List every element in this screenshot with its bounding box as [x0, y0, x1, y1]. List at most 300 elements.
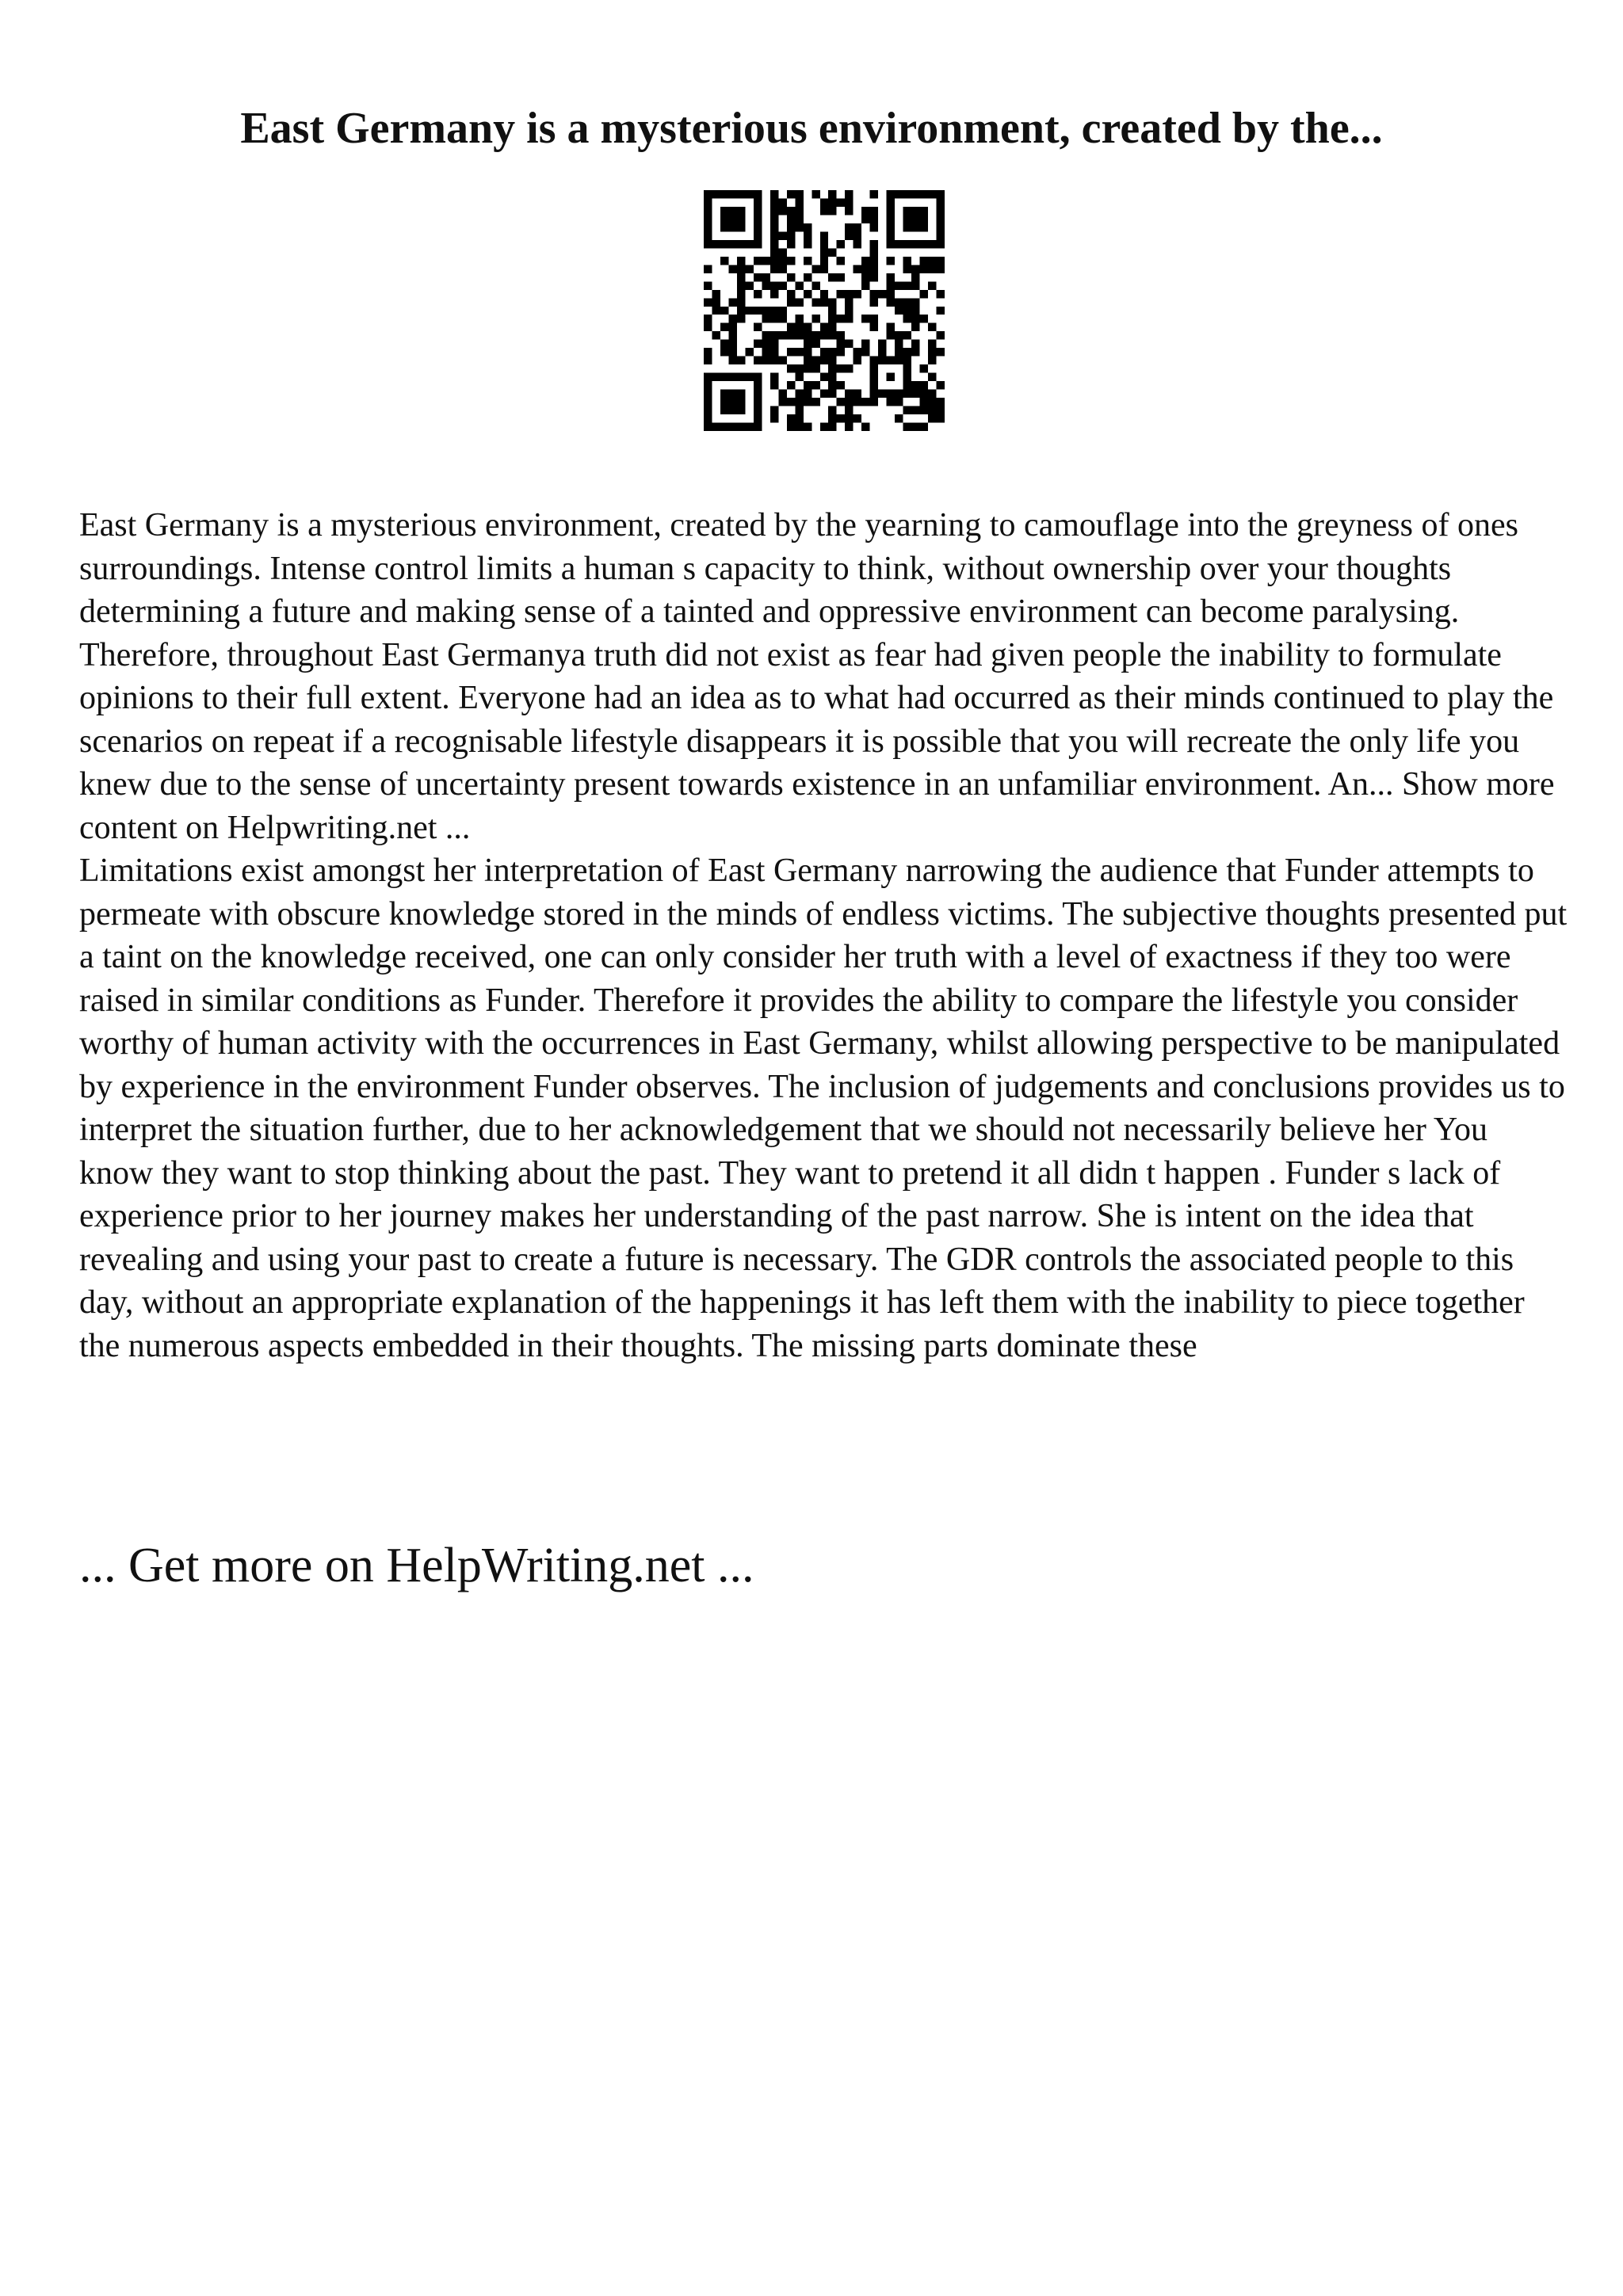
qr-module: [920, 223, 928, 231]
qr-module: [762, 307, 769, 315]
qr-module: [903, 373, 911, 381]
qr-module: [737, 257, 745, 265]
qr-module: [861, 257, 869, 265]
qr-module: [837, 414, 845, 422]
qr-module: [911, 190, 919, 198]
qr-module: [770, 231, 778, 239]
qr-module: [770, 265, 778, 273]
qr-module: [787, 290, 795, 298]
qr-module: [861, 315, 869, 322]
qr-module: [828, 248, 836, 256]
qr-module: [778, 398, 786, 406]
qr-module: [903, 406, 911, 414]
qr-module: [704, 373, 712, 381]
qr-module: [895, 331, 903, 339]
qr-module: [795, 190, 803, 198]
qr-module: [928, 257, 936, 265]
qr-module: [854, 414, 861, 422]
qr-module: [887, 290, 895, 298]
qr-module: [712, 423, 720, 431]
qr-module: [754, 215, 762, 223]
qr-module: [762, 331, 769, 339]
qr-module: [770, 414, 778, 422]
qr-module: [770, 357, 778, 364]
qr-module: [728, 331, 736, 339]
qr-module: [704, 190, 712, 198]
qr-module: [778, 357, 786, 364]
qr-module: [920, 390, 928, 398]
qr-module: [861, 273, 869, 281]
qr-module: [778, 198, 786, 206]
qr-module: [895, 340, 903, 348]
qr-module: [861, 340, 869, 348]
qr-module: [845, 307, 853, 315]
qr-module: [804, 273, 812, 281]
qr-module: [937, 207, 945, 215]
qr-module: [920, 406, 928, 414]
qr-module: [870, 315, 878, 322]
qr-module: [854, 290, 861, 298]
qr-module: [787, 273, 795, 281]
qr-module: [745, 190, 753, 198]
qr-module: [820, 423, 828, 431]
qr-module: [820, 373, 828, 381]
qr-module: [762, 281, 769, 289]
qr-module: [828, 273, 836, 281]
qr-module: [820, 290, 828, 298]
qr-module: [837, 273, 845, 281]
qr-module: [887, 231, 895, 239]
qr-module: [845, 423, 853, 431]
qr-module: [804, 223, 812, 231]
qr-module: [820, 240, 828, 248]
qr-module: [770, 290, 778, 298]
paragraph-2: Limitations exist amongst her interpretation of East Germany narrowing the audience that Funder attempts to permeate with obscure knowledge stored in the minds of endless victims. The subjective thoughts presented put a taint on the knowledge received, one can only consider her truth with a level of exactness if they too were raised in similar conditions as Funder. Therefore it provides the ability to compare the lifestyle you consider worthy of human activity with the occurrences in East Germany, whilst allowing perspective to be manipulated by experience in the environment Funder observes. The inclusion of judgements and conclusions provides us to interpret the situation further, due to her acknowledgement that we should not necessarily believe her You know they want to stop thinking about the past. They want to pretend it all didn t happen . Funder s lack of experience prior to her journey makes her understanding of the past narrow. She is intent on the idea that revealing and using your past to create a future is necessary. The GDR controls the associated people to this day, without an appropriate explanation of the happenings it has left them with the inability to piece together the numerous aspects embedded in their thoughts. The missing parts dominate these: [79, 852, 1568, 1364]
qr-module: [704, 265, 712, 273]
qr-module: [928, 357, 936, 364]
qr-module: [920, 423, 928, 431]
qr-module: [820, 265, 828, 273]
qr-module: [778, 307, 786, 315]
qr-module: [762, 273, 769, 281]
qr-module: [728, 298, 736, 306]
qr-module: [712, 240, 720, 248]
qr-module: [861, 215, 869, 223]
qr-module: [787, 414, 795, 422]
qr-module: [911, 207, 919, 215]
qr-module: [837, 331, 845, 339]
qr-module: [728, 348, 736, 356]
qr-module: [887, 273, 895, 281]
qr-module: [845, 315, 853, 322]
qr-module: [737, 265, 745, 273]
qr-module: [937, 348, 945, 356]
qr-module: [878, 390, 886, 398]
qr-module: [770, 215, 778, 223]
qr-module: [754, 373, 762, 381]
qr-module: [911, 390, 919, 398]
qr-module: [812, 381, 819, 389]
qr-module: [778, 281, 786, 289]
qr-module: [812, 281, 819, 289]
qr-module: [728, 215, 736, 223]
qr-module: [845, 298, 853, 306]
qr-module: [754, 390, 762, 398]
qr-module: [837, 348, 845, 356]
qr-module: [812, 340, 819, 348]
qr-module: [870, 290, 878, 298]
qr-module: [712, 307, 720, 315]
qr-module: [795, 390, 803, 398]
qr-module: [778, 265, 786, 273]
qr-module: [820, 298, 828, 306]
qr-module: [920, 364, 928, 372]
qr-module: [795, 348, 803, 356]
qr-module: [754, 273, 762, 281]
qr-module: [920, 257, 928, 265]
qr-module: [795, 398, 803, 406]
qr-module: [911, 223, 919, 231]
qr-module: [895, 398, 903, 406]
qr-module: [712, 290, 720, 298]
qr-module: [828, 323, 836, 331]
qr-module: [704, 198, 712, 206]
qr-module: [911, 381, 919, 389]
qr-module: [861, 207, 869, 215]
qr-module: [754, 257, 762, 265]
qr-module: [903, 281, 911, 289]
qr-module: [845, 414, 853, 422]
qr-module: [878, 357, 886, 364]
qr-module: [895, 390, 903, 398]
qr-module: [762, 257, 769, 265]
page-title: East Germany is a mysterious environment, created by the...: [240, 104, 1383, 153]
qr-module: [928, 265, 936, 273]
qr-module: [870, 323, 878, 331]
qr-module: [704, 390, 712, 398]
qr-module: [854, 348, 861, 356]
qr-module: [754, 340, 762, 348]
qr-module: [911, 315, 919, 322]
qr-module: [754, 207, 762, 215]
qr-module: [795, 414, 803, 422]
qr-module: [870, 373, 878, 381]
qr-module: [887, 373, 895, 381]
qr-module: [845, 223, 853, 231]
qr-module: [928, 398, 936, 406]
qr-module: [804, 364, 812, 372]
qr-module: [837, 198, 845, 206]
qr-module: [911, 423, 919, 431]
qr-module: [762, 357, 769, 364]
qr-module: [754, 406, 762, 414]
qr-module: [754, 231, 762, 239]
qr-module: [845, 190, 853, 198]
qr-module: [870, 248, 878, 256]
qr-module: [937, 290, 945, 298]
qr-module: [887, 207, 895, 215]
qr-module: [770, 240, 778, 248]
qr-module: [903, 223, 911, 231]
qr-module: [828, 348, 836, 356]
qr-module: [770, 406, 778, 414]
qr-module: [795, 315, 803, 322]
qr-module: [704, 223, 712, 231]
qr-module: [787, 423, 795, 431]
qr-module: [854, 265, 861, 273]
qr-module: [828, 331, 836, 339]
qr-module: [887, 357, 895, 364]
qr-module: [812, 357, 819, 364]
qr-module: [795, 364, 803, 372]
qr-module: [903, 423, 911, 431]
qr-module: [820, 198, 828, 206]
qr-module: [903, 240, 911, 248]
qr-module: [745, 373, 753, 381]
qr-module: [745, 307, 753, 315]
qr-module: [854, 223, 861, 231]
qr-module: [720, 307, 728, 315]
qr-module: [795, 423, 803, 431]
qr-module: [928, 190, 936, 198]
qr-module: [828, 373, 836, 381]
qr-module: [778, 331, 786, 339]
qr-module: [804, 390, 812, 398]
qr-module: [903, 348, 911, 356]
qr-module: [795, 198, 803, 206]
qr-module: [861, 348, 869, 356]
qr-module: [828, 307, 836, 315]
qr-module: [704, 315, 712, 322]
qr-module: [804, 357, 812, 364]
qr-module: [928, 390, 936, 398]
qr-module: [920, 190, 928, 198]
qr-module: [728, 315, 736, 322]
qr-module: [770, 348, 778, 356]
qr-module: [828, 423, 836, 431]
qr-module: [878, 340, 886, 348]
qr-module: [812, 298, 819, 306]
qr-module: [795, 323, 803, 331]
qr-module: [870, 223, 878, 231]
qr-module: [770, 373, 778, 381]
qr-module: [728, 240, 736, 248]
qr-module: [870, 381, 878, 389]
qr-module: [837, 381, 845, 389]
qr-module: [845, 390, 853, 398]
qr-module: [837, 290, 845, 298]
qr-module: [937, 414, 945, 422]
qr-module: [795, 331, 803, 339]
qr-module: [754, 240, 762, 248]
qr-module: [870, 240, 878, 248]
qr-module: [762, 315, 769, 322]
qr-module: [737, 357, 745, 364]
qr-module: [870, 273, 878, 281]
qr-module: [737, 290, 745, 298]
qr-module: [911, 323, 919, 331]
qr-module: [737, 390, 745, 398]
qr-module: [745, 281, 753, 289]
qr-code-image: [704, 190, 945, 431]
qr-module: [745, 265, 753, 273]
qr-module: [737, 373, 745, 381]
qr-module: [937, 257, 945, 265]
qr-module: [828, 207, 836, 215]
qr-module: [911, 298, 919, 306]
qr-module: [854, 231, 861, 239]
article-body: [79, 504, 1569, 1367]
qr-module: [870, 207, 878, 215]
qr-module: [928, 348, 936, 356]
qr-module: [828, 406, 836, 414]
qr-module: [720, 215, 728, 223]
qr-module: [845, 207, 853, 215]
qr-module: [737, 190, 745, 198]
qr-module: [704, 357, 712, 364]
qr-module: [920, 240, 928, 248]
qr-module: [870, 398, 878, 406]
qr-module: [903, 381, 911, 389]
qr-module: [911, 273, 919, 281]
qr-module: [754, 198, 762, 206]
qr-module: [828, 390, 836, 398]
qr-module: [820, 357, 828, 364]
qr-module: [804, 257, 812, 265]
qr-module: [920, 207, 928, 215]
qr-module: [728, 390, 736, 398]
qr-module: [887, 198, 895, 206]
qr-module: [887, 257, 895, 265]
qr-module: [704, 215, 712, 223]
qr-module: [804, 423, 812, 431]
qr-module: [787, 257, 795, 265]
qr-module: [820, 257, 828, 265]
qr-module: [778, 207, 786, 215]
qr-module: [870, 390, 878, 398]
qr-module: [887, 215, 895, 223]
qr-module: [828, 381, 836, 389]
qr-module: [778, 248, 786, 256]
qr-module: [861, 265, 869, 273]
qr-module: [861, 281, 869, 289]
get-more-link[interactable]: ... Get more on HelpWriting.net ...: [79, 1539, 754, 1592]
qr-module: [787, 190, 795, 198]
qr-module: [737, 307, 745, 315]
qr-module: [870, 190, 878, 198]
qr-module: [837, 398, 845, 406]
qr-module: [870, 257, 878, 265]
qr-module: [720, 207, 728, 215]
qr-module: [920, 398, 928, 406]
qr-module: [928, 240, 936, 248]
qr-module: [870, 215, 878, 223]
qr-module: [812, 190, 819, 198]
qr-module: [870, 265, 878, 273]
qr-module: [937, 406, 945, 414]
qr-module: [770, 331, 778, 339]
qr-module: [778, 315, 786, 322]
qr-module: [787, 223, 795, 231]
qr-module: [804, 331, 812, 339]
qr-module: [754, 307, 762, 315]
qr-module: [828, 198, 836, 206]
qr-module: [704, 281, 712, 289]
qr-module: [704, 323, 712, 331]
qr-module: [903, 265, 911, 273]
qr-module: [754, 398, 762, 406]
qr-module: [728, 265, 736, 273]
qr-module: [728, 223, 736, 231]
qr-module: [911, 281, 919, 289]
qr-module: [937, 398, 945, 406]
qr-module: [812, 315, 819, 322]
qr-module: [920, 290, 928, 298]
qr-module: [887, 298, 895, 306]
qr-module: [820, 390, 828, 398]
qr-module: [770, 207, 778, 215]
qr-module: [704, 231, 712, 239]
qr-module: [720, 190, 728, 198]
qr-module: [828, 414, 836, 422]
qr-module: [937, 190, 945, 198]
qr-module: [728, 190, 736, 198]
qr-module: [928, 281, 936, 289]
qr-module: [720, 348, 728, 356]
qr-module: [854, 240, 861, 248]
qr-module: [720, 423, 728, 431]
qr-module: [903, 390, 911, 398]
qr-module: [737, 423, 745, 431]
qr-module: [728, 323, 736, 331]
qr-module: [737, 223, 745, 231]
qr-module: [795, 215, 803, 223]
qr-module: [787, 398, 795, 406]
qr-module: [704, 298, 712, 306]
qr-module: [820, 331, 828, 339]
qr-module: [820, 231, 828, 239]
qr-module: [720, 257, 728, 265]
qr-module: [812, 265, 819, 273]
qr-module: [895, 190, 903, 198]
qr-module: [754, 223, 762, 231]
qr-module: [887, 398, 895, 406]
qr-module: [820, 207, 828, 215]
qr-module: [828, 190, 836, 198]
qr-module: [895, 307, 903, 315]
qr-module: [704, 240, 712, 248]
qr-module: [861, 398, 869, 406]
qr-module: [754, 290, 762, 298]
qr-module: [887, 281, 895, 289]
qr-module: [737, 398, 745, 406]
qr-module: [737, 281, 745, 289]
qr-module: [937, 223, 945, 231]
qr-module: [828, 364, 836, 372]
qr-module: [778, 257, 786, 265]
qr-module: [837, 315, 845, 322]
qr-module: [928, 414, 936, 422]
qr-module: [787, 231, 795, 239]
qr-module: [754, 381, 762, 389]
qr-module: [795, 298, 803, 306]
qr-module: [804, 231, 812, 239]
qr-module: [903, 215, 911, 223]
qr-module: [737, 215, 745, 223]
qr-module: [887, 223, 895, 231]
qr-module: [770, 257, 778, 265]
qr-module: [928, 406, 936, 414]
